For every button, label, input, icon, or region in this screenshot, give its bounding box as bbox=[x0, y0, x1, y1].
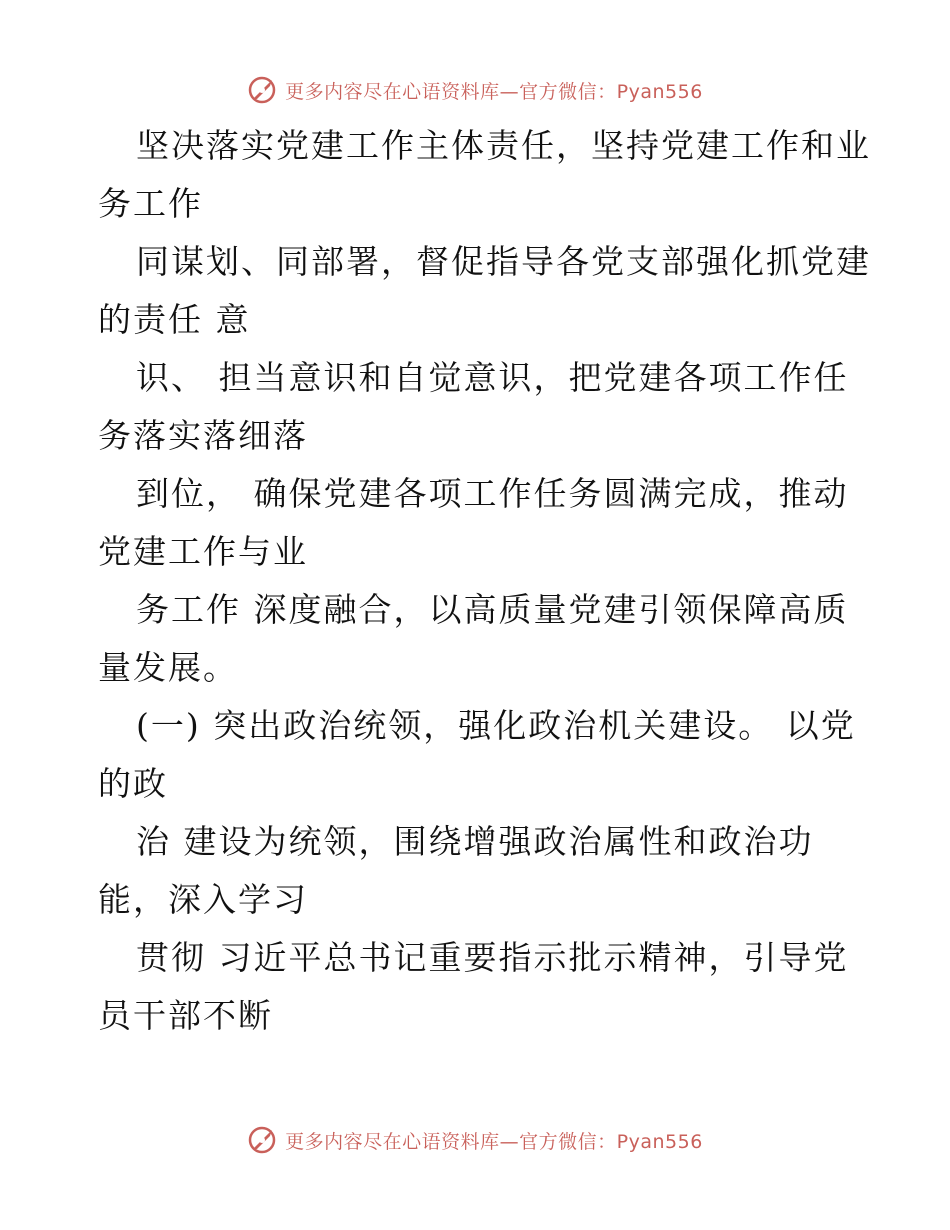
watermark-text: 更多内容尽在心语资料库—官方微信：Pyan556 bbox=[285, 80, 703, 103]
text-line: 党建工作与业 bbox=[98, 532, 308, 571]
text-line: 量发展。 bbox=[98, 648, 238, 687]
text-line: 能，深入学习 bbox=[98, 880, 308, 919]
header-watermark bbox=[0, 72, 950, 108]
text-line: 员干部不断 bbox=[98, 996, 273, 1035]
text-line: (一) 突出政治统领，强化政治机关建设。 以党 bbox=[136, 706, 856, 745]
text-line: 贯彻 习近平总书记重要指示批示精神，引导党 bbox=[136, 938, 849, 977]
text-line: 的政 bbox=[98, 764, 168, 803]
watermark-text: 更多内容尽在心语资料库—官方微信：Pyan556 bbox=[285, 1130, 703, 1153]
quill-logo-icon bbox=[247, 75, 277, 105]
text-line: 的责任 意 bbox=[98, 300, 251, 339]
text-line: 同谋划、同部署，督促指导各党支部强化抓党建 bbox=[136, 242, 871, 281]
text-line: 务工作 bbox=[98, 184, 203, 223]
text-line: 治 建设为统领，围绕增强政治属性和政治功 bbox=[136, 822, 814, 861]
text-line: 务落实落细落 bbox=[98, 416, 308, 455]
footer-watermark bbox=[0, 1122, 950, 1158]
text-line: 识、 担当意识和自觉意识，把党建各项工作任 bbox=[136, 358, 849, 397]
text-line: 到位， 确保党建各项工作任务圆满完成，推动 bbox=[136, 474, 849, 513]
document-body bbox=[98, 117, 871, 1045]
text-line: 务工作 深度融合，以高质量党建引领保障高质 bbox=[136, 590, 849, 629]
text-line: 坚决落实党建工作主体责任，坚持党建工作和业 bbox=[136, 126, 871, 165]
quill-logo-icon bbox=[247, 1125, 277, 1155]
